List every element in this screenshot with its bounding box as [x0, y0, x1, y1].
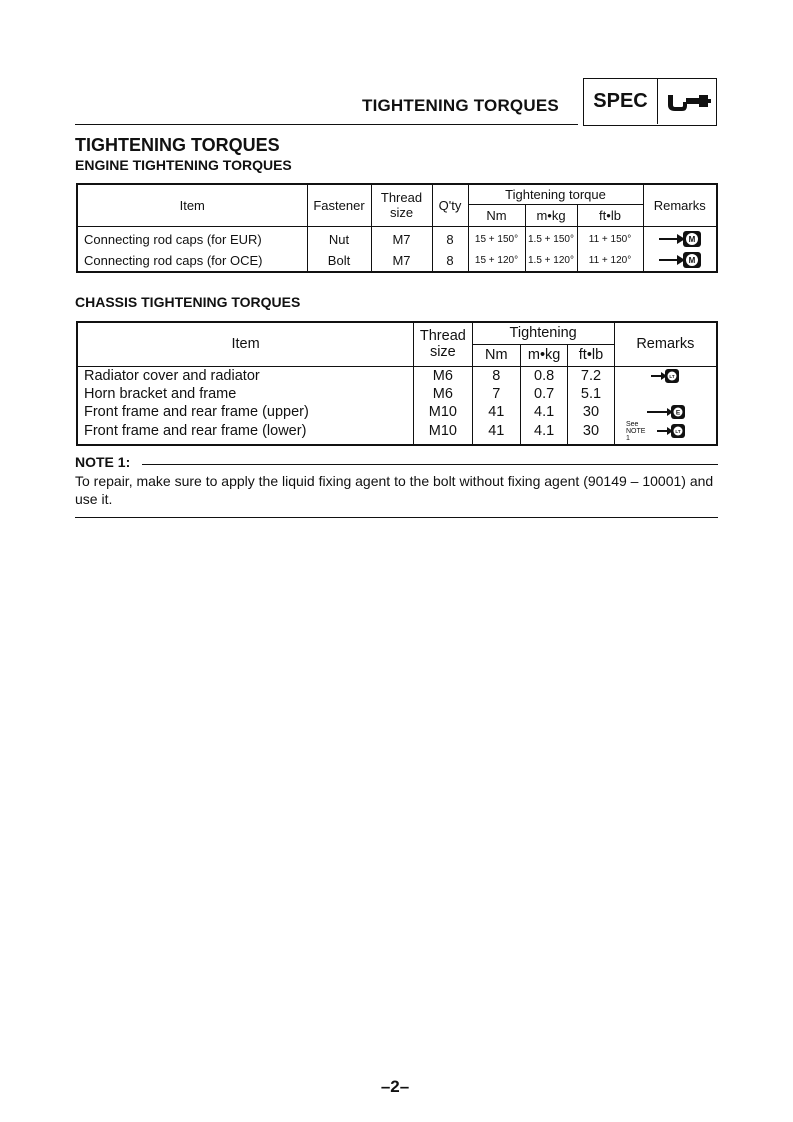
row-remarks — [614, 403, 717, 421]
col-remarks: Remarks — [643, 184, 717, 226]
molybdenum-oil-icon — [657, 251, 703, 269]
row-thread: M10 — [414, 421, 472, 445]
molybdenum-oil-icon — [657, 230, 703, 248]
row-item: Connecting rod caps (for OCE) — [77, 250, 307, 272]
row-nm: 15 + 150° — [468, 226, 525, 250]
row-mkg: 0.8 — [520, 366, 567, 385]
table-row — [77, 226, 717, 250]
col-fastener: Fastener — [307, 184, 371, 226]
row-nm: 8 — [472, 366, 520, 385]
col-tightening-torque: Tightening torque — [468, 184, 643, 204]
col-thread-size: Thread size — [371, 184, 432, 226]
row-remarks — [643, 226, 717, 250]
note-label: NOTE 1: — [75, 454, 131, 470]
row-item: Connecting rod caps (for EUR) — [77, 226, 307, 250]
row-ftlb: 5.1 — [568, 385, 614, 403]
chassis-torque-table — [76, 321, 718, 446]
col-remarks: Remarks — [614, 322, 717, 366]
see-note-reference: See NOTE 1 — [625, 420, 646, 442]
col-ftlb: ft•lb — [568, 344, 614, 366]
locking-agent-icon — [650, 368, 680, 384]
svg-text:LT: LT — [675, 429, 681, 434]
svg-text:E: E — [675, 409, 681, 417]
row-mkg: 1.5 + 150° — [525, 226, 577, 250]
row-ftlb: 11 + 120° — [577, 250, 643, 272]
header-rule — [75, 124, 578, 125]
note-rule — [142, 464, 718, 465]
row-nm: 15 + 120° — [468, 250, 525, 272]
row-remarks — [643, 250, 717, 272]
svg-text:M: M — [688, 235, 696, 244]
locking-agent-icon — [656, 423, 686, 439]
page-title: TIGHTENING TORQUES — [75, 135, 280, 155]
row-ftlb: 7.2 — [568, 366, 614, 385]
row-mkg: 4.1 — [520, 403, 567, 421]
page-number: –2– — [380, 1077, 410, 1096]
spec-box — [583, 78, 717, 126]
table-row — [77, 250, 717, 272]
row-item: Horn bracket and frame — [77, 385, 414, 403]
row-item: Front frame and rear frame (upper) — [77, 403, 414, 421]
chassis-subtitle: CHASSIS TIGHTENING TORQUES — [75, 294, 301, 310]
row-remarks — [614, 421, 717, 445]
row-nm: 41 — [472, 421, 520, 445]
wrench-gauge-icon — [662, 89, 714, 115]
row-nm: 41 — [472, 403, 520, 421]
row-fastener: Bolt — [307, 250, 371, 272]
col-mkg: m•kg — [520, 344, 567, 366]
col-nm: Nm — [472, 344, 520, 366]
row-thread: M7 — [371, 226, 432, 250]
row-thread: M10 — [414, 403, 472, 421]
col-thread-size: Thread size — [414, 322, 472, 366]
svg-text:M: M — [688, 256, 696, 265]
row-ftlb: 30 — [568, 421, 614, 445]
row-mkg: 1.5 + 120° — [525, 250, 577, 272]
row-remarks — [614, 366, 717, 385]
table-row — [77, 421, 717, 445]
col-tightening: Tightening — [472, 322, 614, 344]
row-ftlb: 30 — [568, 403, 614, 421]
note-bottom-rule — [75, 517, 718, 518]
table-row — [77, 385, 717, 403]
row-thread: M7 — [371, 250, 432, 272]
row-remarks — [614, 385, 717, 403]
table-row — [77, 366, 717, 385]
row-nm: 7 — [472, 385, 520, 403]
col-mkg: m•kg — [525, 204, 577, 226]
row-item: Radiator cover and radiator — [77, 366, 414, 385]
row-ftlb: 11 + 150° — [577, 226, 643, 250]
grease-icon — [646, 404, 686, 420]
col-item: Item — [77, 184, 307, 226]
row-mkg: 0.7 — [520, 385, 567, 403]
row-item: Front frame and rear frame (lower) — [77, 421, 414, 445]
spec-label: SPEC — [584, 79, 658, 124]
col-item: Item — [77, 322, 414, 366]
row-thread: M6 — [414, 385, 472, 403]
row-qty: 8 — [432, 226, 468, 250]
row-mkg: 4.1 — [520, 421, 567, 445]
note-text: To repair, make sure to apply the liquid fixing agent to the bolt without fixing agent (90149 – 10001) and use it. — [75, 473, 714, 507]
row-thread: M6 — [414, 366, 472, 385]
header-section-title: TIGHTENING TORQUES — [362, 96, 559, 115]
table-row — [77, 403, 717, 421]
svg-text:LT: LT — [669, 373, 675, 379]
row-fastener: Nut — [307, 226, 371, 250]
engine-subtitle: ENGINE TIGHTENING TORQUES — [75, 157, 292, 173]
col-ftlb: ft•lb — [577, 204, 643, 226]
col-qty: Q'ty — [432, 184, 468, 226]
engine-torque-table — [76, 183, 718, 273]
col-nm: Nm — [468, 204, 525, 226]
row-qty: 8 — [432, 250, 468, 272]
